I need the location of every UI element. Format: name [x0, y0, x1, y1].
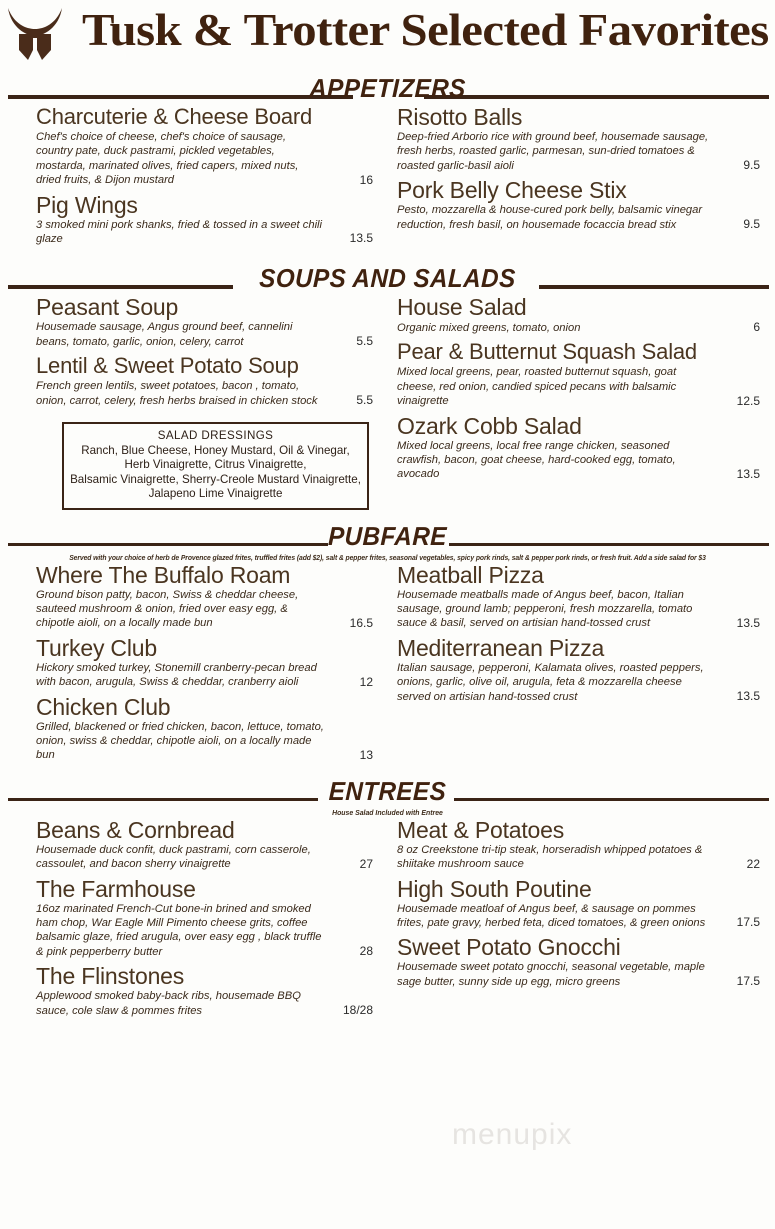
- menu-item: [397, 413, 760, 482]
- menu-item-price: 27: [359, 856, 373, 871]
- menu-item-price: 13.5: [736, 615, 760, 630]
- menu-item-price: 13.5: [736, 689, 760, 703]
- menu-item-description: Housemade sausage, Angus ground beef, cannelini beans, tomato, garlic, onion, celery, carrot: [36, 321, 293, 348]
- menu-item-description: Housemade duck confit, duck pastrami, corn casserole, cassoulet, and bacon sherry vinaigrette: [36, 843, 311, 871]
- menu-item-price: 17.5: [736, 974, 760, 989]
- column-left: [0, 104, 387, 250]
- menu-item-name: Pig Wings: [36, 191, 138, 218]
- menu-item: [36, 876, 373, 960]
- menu-item-row: [36, 218, 373, 247]
- menu-item-description: Housemade meatloaf of Angus beef, & sausage on pommes frites, pate gravy, herbed feta, diced tomatoes, & green onions: [397, 902, 706, 930]
- salad-dressings-line: Balsamic Vinaigrette, Sherry-Creole Mustard Vinaigrette,: [70, 472, 361, 486]
- menu-item: [36, 694, 373, 763]
- menu-item-row: [36, 843, 373, 872]
- menu-item-name: House Salad: [397, 294, 527, 321]
- menu-item-name: The Flinstones: [36, 963, 185, 990]
- menu-item-row: [397, 365, 760, 408]
- menu-item-name: Risotto Balls: [397, 104, 523, 130]
- menu-item-description: Organic mixed greens, tomato, onion: [397, 322, 581, 335]
- menu-item-row: [36, 720, 373, 763]
- menu-item-row: [397, 588, 760, 631]
- menu-item: [397, 562, 760, 631]
- menu-item-price: 6: [753, 320, 760, 335]
- salad-dressings-line: Ranch, Blue Cheese, Honey Mustard, Oil & Vinegar,: [81, 443, 350, 457]
- menu-item-description: Italian sausage, pepperoni, Kalamata olives, roasted peppers, onions, garlic, olive oil, arugula, feta & mozzarella cheese served on artisian hand-tossed crust: [397, 661, 704, 703]
- menu-item-name: High South Poutine: [397, 875, 592, 902]
- section-columns: [0, 817, 775, 1022]
- menu-item: [36, 963, 373, 1018]
- menu-item-name: The Farmhouse: [36, 875, 196, 902]
- section-columns: [0, 562, 775, 767]
- menu-item: [397, 934, 760, 989]
- menu-item-row: [397, 661, 760, 704]
- menu-item: [397, 817, 760, 872]
- section-header-pubfare: [0, 522, 775, 552]
- menu-item-description: Applewood smoked baby-back ribs, housemade BBQ sauce, cole slaw & pommes frites: [36, 990, 301, 1017]
- salad-dressings-box: [62, 422, 369, 510]
- menu-item: [36, 104, 373, 188]
- column-right: [387, 562, 774, 767]
- menu-item-row: [36, 902, 373, 960]
- menu-item-name: Where The Buffalo Roam: [36, 561, 291, 588]
- menu-item-row: [36, 379, 373, 408]
- section-columns: [0, 294, 775, 509]
- menu-item-name: Sweet Potato Gnocchi: [397, 934, 621, 961]
- menu-item-name: Charcuterie & Cheese Board: [36, 104, 313, 129]
- menu-item: [36, 635, 373, 690]
- menu-item-description: Deep-fried Arborio rice with ground beef, housemade sausage, fresh herbs, roasted garlic, parmesan, sun-dried tomatoes & roasted garlic-basil aioli: [397, 131, 709, 172]
- column-left: [0, 817, 387, 1022]
- menu-item-name: Turkey Club: [36, 634, 157, 661]
- section-title: PUBFARE: [327, 520, 448, 551]
- menu-item-price: 12.5: [736, 393, 760, 408]
- section-subtitle: House Salad Included with Entree: [332, 807, 443, 817]
- column-right: [387, 817, 774, 1022]
- menu-item-description: Hickory smoked turkey, Stonemill cranberry-pecan bread with bacon, arugula, Swiss & cheddar, cranberry aioli: [36, 661, 317, 689]
- menu-item-row: [397, 203, 760, 232]
- menu-item-description: 16oz marinated French-Cut bone-in brined and smoked ham chop, War Eagle Mill Pimento cheese grits, coffee balsamic glaze, fried arugula, over easy egg , black truffle & pink pepperberry butter: [36, 902, 322, 958]
- menu-item-name: Chicken Club: [36, 693, 171, 720]
- tusk-shield-logo: [4, 2, 66, 64]
- menu-item-row: [397, 130, 760, 173]
- menu-item-row: [397, 439, 760, 482]
- section-title: SOUPS AND SALADS: [258, 263, 517, 294]
- menu-item-name: Ozark Cobb Salad: [397, 412, 582, 439]
- section-header-appetizers: [0, 74, 775, 104]
- menu-item-row: [36, 661, 373, 690]
- section-title: ENTREES: [328, 775, 447, 806]
- salad-dressings-line: Jalapeno Lime Vinaigrette: [148, 487, 283, 501]
- menu-item-description: 8 oz Creekstone tri-tip steak, horseradish whipped potatoes & shiitake mushroom sauce: [397, 843, 703, 871]
- menu-item-row: [36, 989, 373, 1018]
- menu-item-description: Grilled, blackened or fried chicken, bacon, lettuce, tomato, onion, swiss & cheddar, chipotle aioli, on a locally made bun: [36, 720, 324, 762]
- menu-item-price: 13: [359, 747, 373, 762]
- menu-item-row: [397, 902, 760, 931]
- column-left: [0, 294, 387, 509]
- column-right: [387, 294, 774, 509]
- menu-item-name: Peasant Soup: [36, 294, 179, 321]
- masthead: [0, 0, 775, 72]
- menu-item-price: 9.5: [743, 217, 760, 232]
- menu-item-name: Beans & Cornbread: [36, 816, 235, 843]
- menu-item: [36, 817, 373, 872]
- menu-item: [397, 294, 760, 335]
- menu-item: [397, 104, 760, 173]
- menu-item: [36, 294, 373, 349]
- menu-item-price: 17.5: [736, 915, 760, 930]
- menu-item-row: [397, 320, 760, 335]
- menu-item-row: [397, 843, 760, 872]
- menu-item-price: 13.5: [736, 466, 760, 481]
- menu-item-name: Meat & Potatoes: [397, 816, 565, 843]
- menu-item-price: 12: [359, 674, 373, 689]
- menu-item-description: Mixed local greens, pear, roasted butternut squash, goat cheese, red onion, candied spiced pecans with balsamic vinaigrette: [397, 366, 677, 408]
- menu-item-price: 5.5: [356, 393, 373, 408]
- menu-item-price: 16.5: [349, 615, 373, 630]
- menu-item-price: 5.5: [356, 334, 373, 349]
- menu-item: [397, 635, 760, 704]
- section-header-soups-and-salads: [0, 264, 775, 294]
- menu-item-description: Housemade meatballs made of Angus beef, bacon, Italian sausage, ground lamb; pepperoni, fresh mozzarella, tomato sauce & basil, served on artisian hand-tossed crust: [397, 588, 693, 630]
- menu-item-name: Mediterranean Pizza: [397, 634, 605, 661]
- menu-item: [36, 562, 373, 631]
- salad-dressings-line: Herb Vinaigrette, Citrus Vinaigrette,: [124, 458, 307, 472]
- menu-item-row: [36, 130, 373, 188]
- menu-item: [36, 192, 373, 247]
- menu-item-price: 9.5: [743, 158, 760, 173]
- menu-item-price: 16: [359, 172, 373, 187]
- menu-item-description: Ground bison patty, bacon, Swiss & cheddar cheese, sauteed mushroom & onion, fried over easy egg, & chipotle aioli, on a locally made bun: [36, 588, 299, 630]
- menu-item-price: 28: [359, 944, 373, 959]
- menu-item-description: Mixed local greens, local free range chicken, seasoned crawfish, bacon, goat cheese, hard-cooked egg, tomato, avocado: [397, 439, 676, 481]
- menu-item: [397, 177, 760, 232]
- menu-item-description: Housemade sweet potato gnocchi, seasonal vegetable, maple sage butter, sunny side up egg, micro greens: [397, 961, 705, 988]
- menu-item-description: French green lentils, sweet potatoes, bacon , tomato, onion, carrot, celery, fresh herbs braised in chicken stock: [36, 380, 318, 407]
- menu-item: [397, 876, 760, 931]
- column-right: [387, 104, 774, 250]
- section-subtitle: Served with your choice of herb de Provence glazed frites, truffled frites (add $2), salt & pepper frites, seasonal vegetables, spicy pork rinds, salt & pepper pork rinds, or fresh fruit. Add a side salad for $3: [69, 552, 706, 562]
- menu-item: [36, 353, 373, 408]
- menu-item-description: 3 smoked mini pork shanks, fried & tossed in a sweet chili glaze: [36, 218, 323, 246]
- menu-item-row: [397, 960, 760, 989]
- menu-sections: [0, 74, 775, 1022]
- section-header-entrees: [0, 777, 775, 807]
- page-title: Tusk & Trotter Selected Favorites: [82, 4, 769, 55]
- section-title: APPETIZERS: [308, 73, 467, 103]
- menu-item-name: Pork Belly Cheese Stix: [397, 177, 627, 204]
- salad-dressings-heading: SALAD DRESSINGS: [157, 429, 274, 443]
- menu-item: [397, 339, 760, 408]
- section-columns: [0, 104, 775, 250]
- menupix-watermark: menupix: [452, 1118, 573, 1151]
- menu-item-row: [36, 320, 373, 349]
- menu-item-row: [36, 588, 373, 631]
- menu-item-description: Pesto, mozzarella & house-cured pork belly, balsamic vinegar reduction, fresh basil, on housemade focaccia bread stix: [397, 204, 703, 231]
- menu-item-description: Chef's choice of cheese, chef's choice of sausage, country pate, duck pastrami, pickled vegetables, mostarda, marinated olives, fried capers, mixed nuts, dried fruits, & Dijon mustard: [36, 131, 299, 187]
- menu-item-price: 22: [746, 856, 760, 871]
- column-left: [0, 562, 387, 767]
- menu-item-price: 18/28: [342, 1003, 373, 1018]
- menu-item-name: Meatball Pizza: [397, 561, 544, 588]
- menu-item-price: 13.5: [349, 231, 373, 246]
- menu-item-name: Pear & Butternut Squash Salad: [397, 339, 697, 365]
- menu-item-name: Lentil & Sweet Potato Soup: [36, 353, 299, 379]
